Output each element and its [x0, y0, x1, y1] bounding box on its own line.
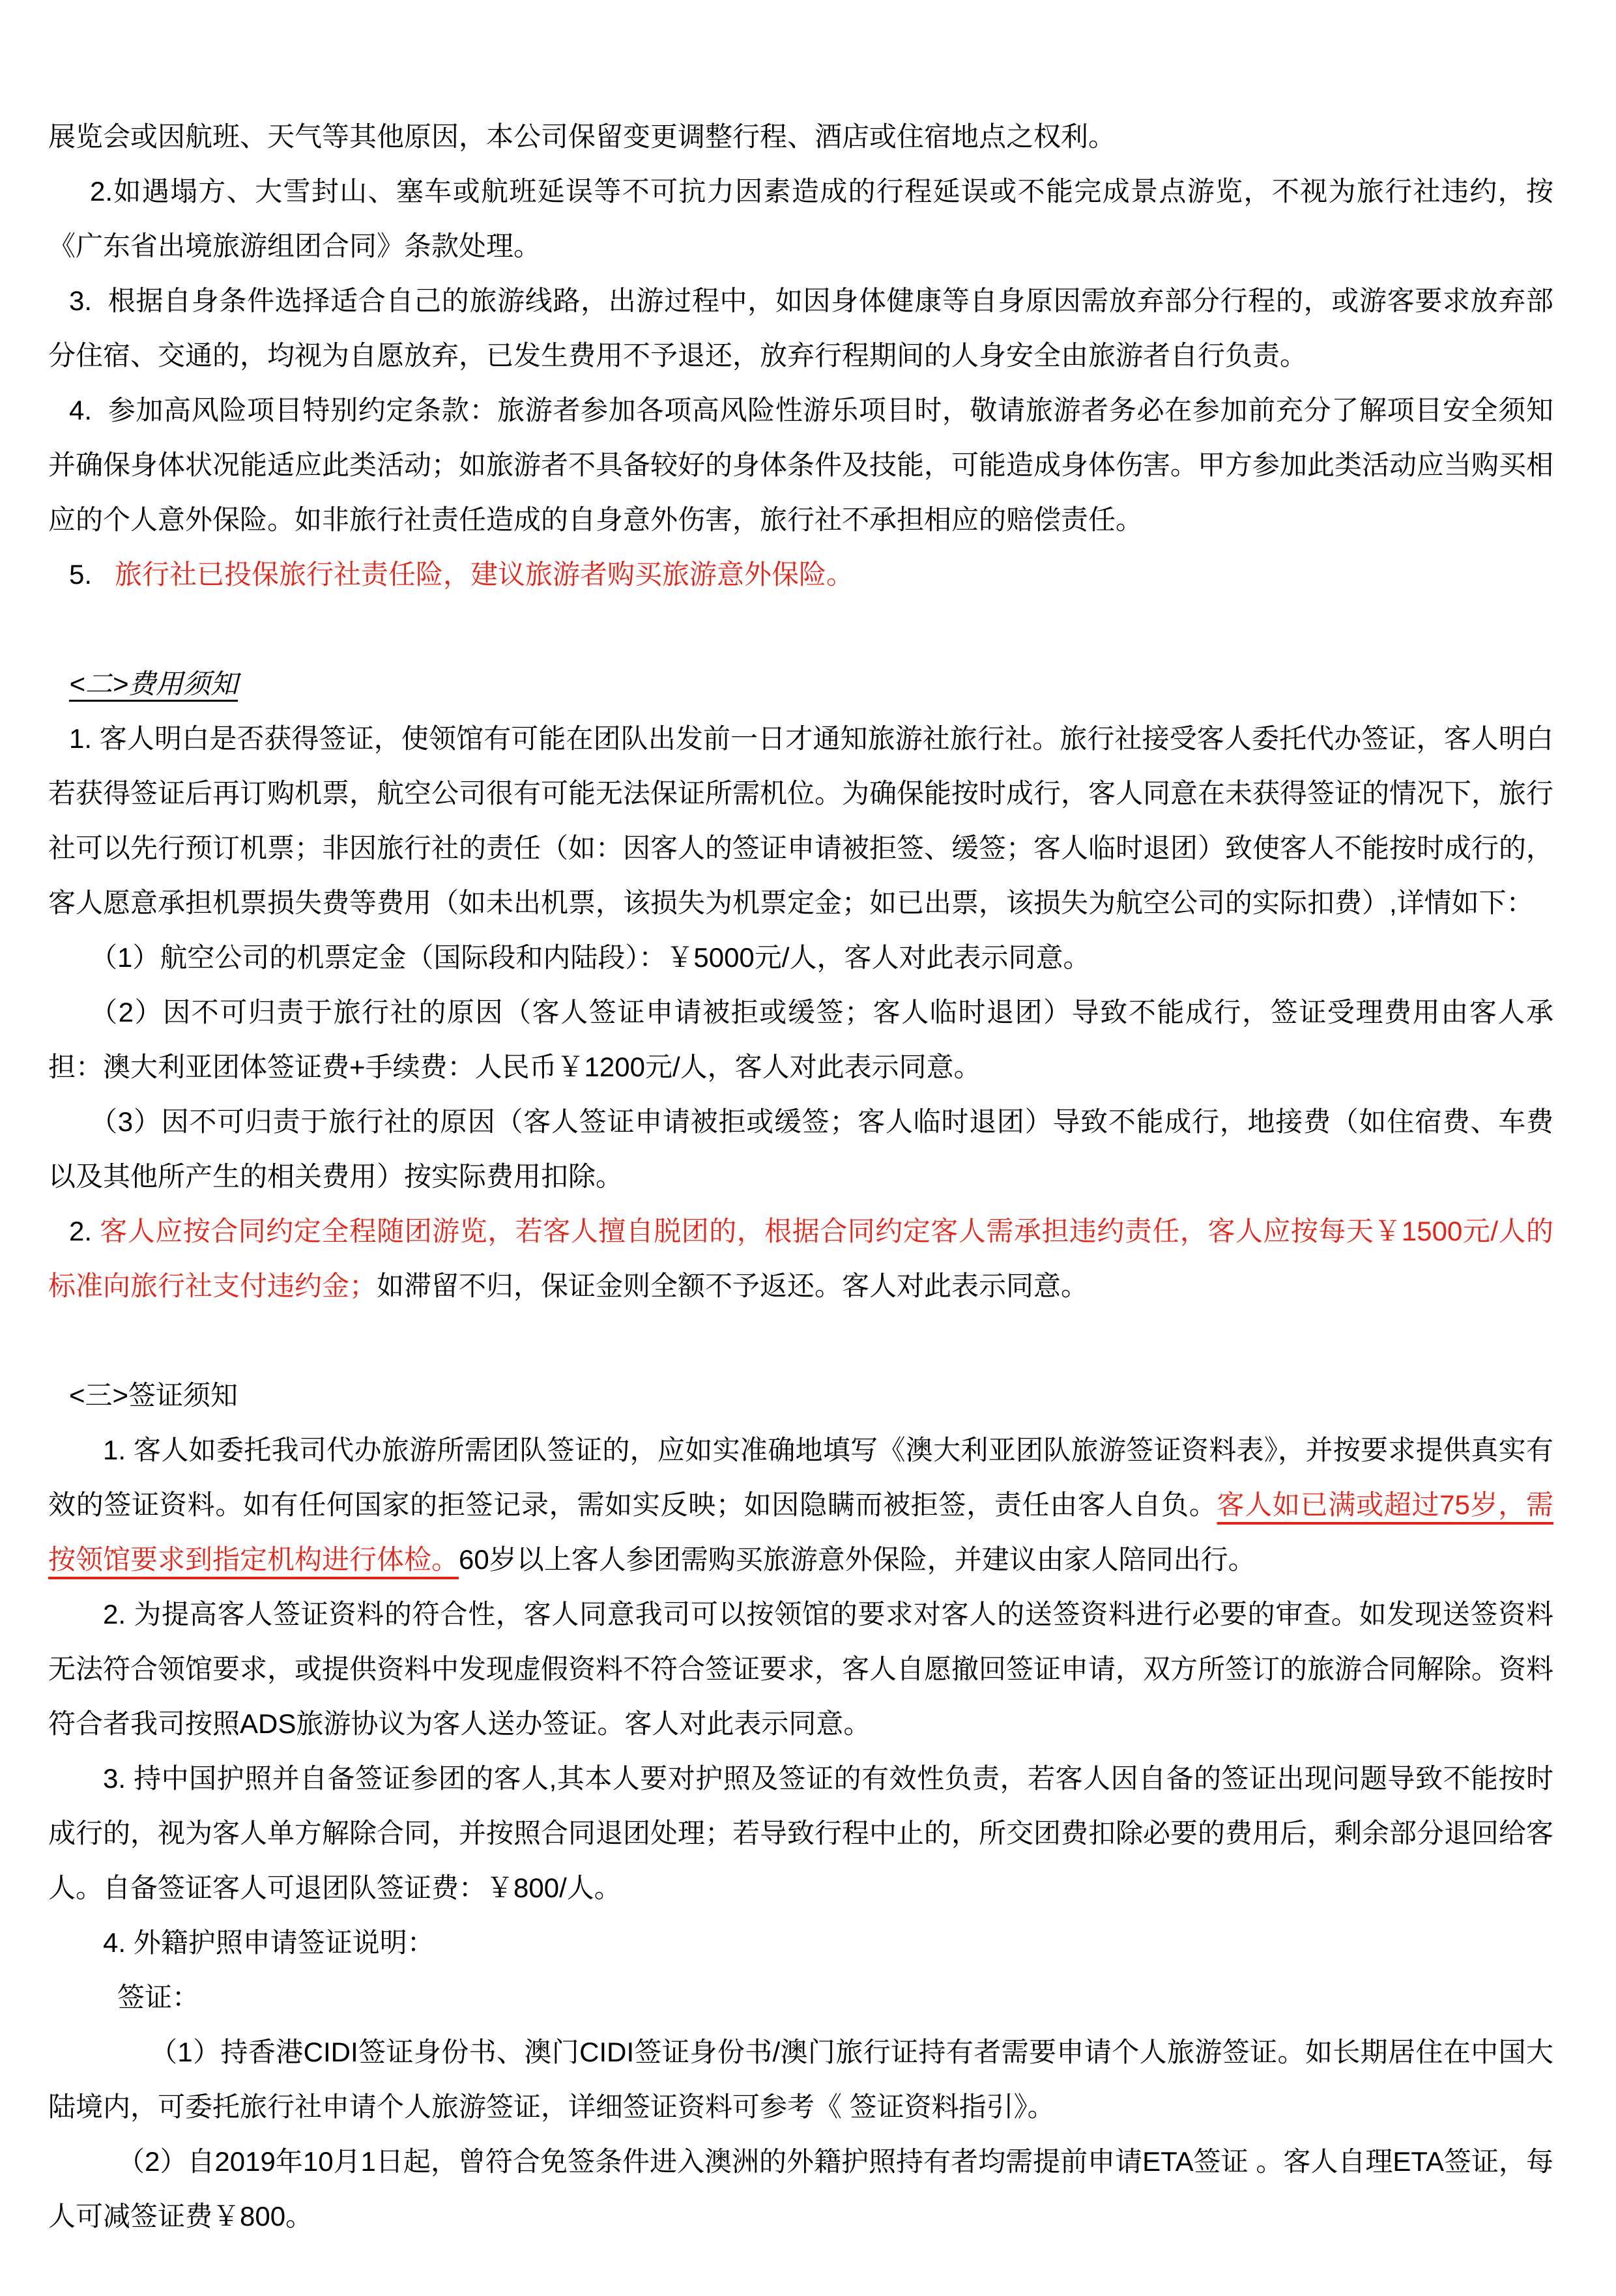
visa-clause-foreign-passport: 4. 外籍护照申请签证说明：	[103, 1927, 435, 1958]
fees-subclause-visa-fee: （2）因不可归责于旅行社的原因（客人签证申请被拒或缓签；客人临时退团）导致不能成行，签证受理费用由客人承担：澳大利亚团体签证费+手续费：人民币￥1200元/人，客人对此表示同意。	[48, 997, 1553, 1082]
section-heading-fees: <二>费用须知	[69, 668, 238, 699]
fees-clause-visa-ticket: 1. 客人明白是否获得签证，使领馆有可能在团队出发前一日才通知旅游社旅行社。旅行社接受客人委托代办签证，客人明白若获得签证后再订购机票，航空公司很有可能无法保证所需机位。为确保能按时成行，客人同意在未获得签证的情况下，旅行社可以先行预订机票；非因旅行社的责任（如：因客人的签证申请被拒签、缓签；客人临时退团）致使客人不能按时成行的，客人愿意承担机票损失费等费用（如未出机票，该损失为机票定金；如已出票，该损失为航空公司的实际扣费）,详情如下：	[48, 723, 1554, 918]
fees-subclause-ground-fee: （3）因不可归责于旅行社的原因（客人签证申请被拒或缓签；客人临时退团）导致不能成行，地接费（如住宿费、车费以及其他所产生的相关费用）按实际费用扣除。	[48, 1106, 1553, 1192]
penalty-highlight: 客人应按合同约定全程随团游览，若客人擅自脱团的，根据合同约定客人需承担违约责任，客人应按每天￥1500元/人的标准向旅行社支付违约金；	[48, 1216, 1553, 1301]
age-75-medical-check-highlight: 客人如已满或超过75岁，需按领馆要求到指定机构进行体检。	[48, 1489, 1553, 1575]
clause-liability-insurance	[48, 547, 1553, 602]
clause-high-risk-activities: 4. 参加高风险项目特别约定条款：旅游者参加各项高风险性游乐项目时，敬请旅游者务必在参加前充分了解项目安全须知并确保身体状况能适应此类活动；如旅游者不具备较好的身体条件及技能，可能造成身体伤害。甲方参加此类活动应当购买相应的个人意外保险。如非旅行社责任造成的自身意外伤害，旅行社不承担相应的赔偿责任。	[48, 395, 1554, 535]
clause-number: 5.	[69, 559, 115, 590]
clause-number: 2.	[69, 1216, 100, 1246]
fees-subclause-ticket-deposit: （1）航空公司的机票定金（国际段和内陆段）：￥5000元/人，客人对此表示同意。	[90, 942, 1091, 973]
clause-personal-condition-waiver: 3. 根据自身条件选择适合自己的旅游线路，出游过程中，如因身体健康等自身原因需放弃部分行程的，或游客要求放弃部分住宿、交通的，均视为自愿放弃，已发生费用不予退还，放弃行程期间的人身安全由旅游者自行负责。	[48, 285, 1553, 371]
visa-label: 签证：	[117, 1982, 200, 2013]
liability-insurance-highlight: 旅行社已投保旅行社责任险，建议旅游者购买旅游意外保险。	[115, 559, 854, 590]
visa-subclause-hk-macau-documents: （1）持香港CIDI签证身份书、澳门CIDI签证身份书/澳门旅行证持有者需要申请个人旅游签证。如长期居住在中国大陆境内，可委托旅行社申请个人旅游签证，详细签证资料可参考《 签证资料指引》。	[48, 2037, 1553, 2122]
visa-clause-text: 1. 客人如委托我司代办旅游所需团队签证的，应如实准确地填写《澳大利亚团队旅游签证资料表》，并按要求提供真实有效的签证资料。如有任何国家的拒签记录，需如实反映；如因隐瞒而被拒签，责任由客人自负。	[48, 1435, 1553, 1520]
section-heading-visa: <三>签证须知	[69, 1380, 238, 1411]
visa-clause-material-review: 2. 为提高客人签证资料的符合性，客人同意我司可以按领馆的要求对客人的送签资料进行必要的审查。如发现送签资料无法符合领馆要求，或提供资料中发现虚假资料不符合签证要求，客人自愿撤回签证申请，双方所签订的旅游合同解除。资料符合者我司按照ADS旅游协议为客人送办签证。客人对此表示同意。	[48, 1599, 1554, 1739]
visa-clause-self-provided-visa: 3. 持中国护照并自备签证参团的客人,其本人要对护照及签证的有效性负责，若客人因自备的签证出现问题导致不能按时成行的，视为客人单方解除合同，并按照合同退团处理；若导致行程中止的，所交团费扣除必要的费用后，剩余部分退回给客人。自备签证客人可退团队签证费：￥800/人。	[48, 1763, 1554, 1903]
visa-clause-application-materials	[48, 1423, 1553, 1587]
clause-force-majeure: 2.如遇塌方、大雪封山、塞车或航班延误等不可抗力因素造成的行程延误或不能完成景点游览，不视为旅行社违约，按《广东省出境旅游组团合同》条款处理。	[48, 176, 1553, 261]
fees-clause-leave-group-penalty	[48, 1204, 1553, 1313]
visa-subclause-eta-requirement: （2）自2019年10月1日起，曾符合免签条件进入澳洲的外籍护照持有者均需提前申请ETA签证 。客人自理ETA签证，每人可减签证费￥800。	[48, 2146, 1553, 2231]
age-60-insurance-note: 60岁以上客人参团需购买旅游意外保险，并建议由家人陪同出行。	[459, 1544, 1256, 1575]
penalty-tail-text: 如滞留不归，保证金则全额不予返还。客人对此表示同意。	[377, 1270, 1089, 1301]
clause-itinerary-change-rights: 展览会或因航班、天气等其他原因，本公司保留变更调整行程、酒店或住宿地点之权利。	[48, 121, 1116, 152]
